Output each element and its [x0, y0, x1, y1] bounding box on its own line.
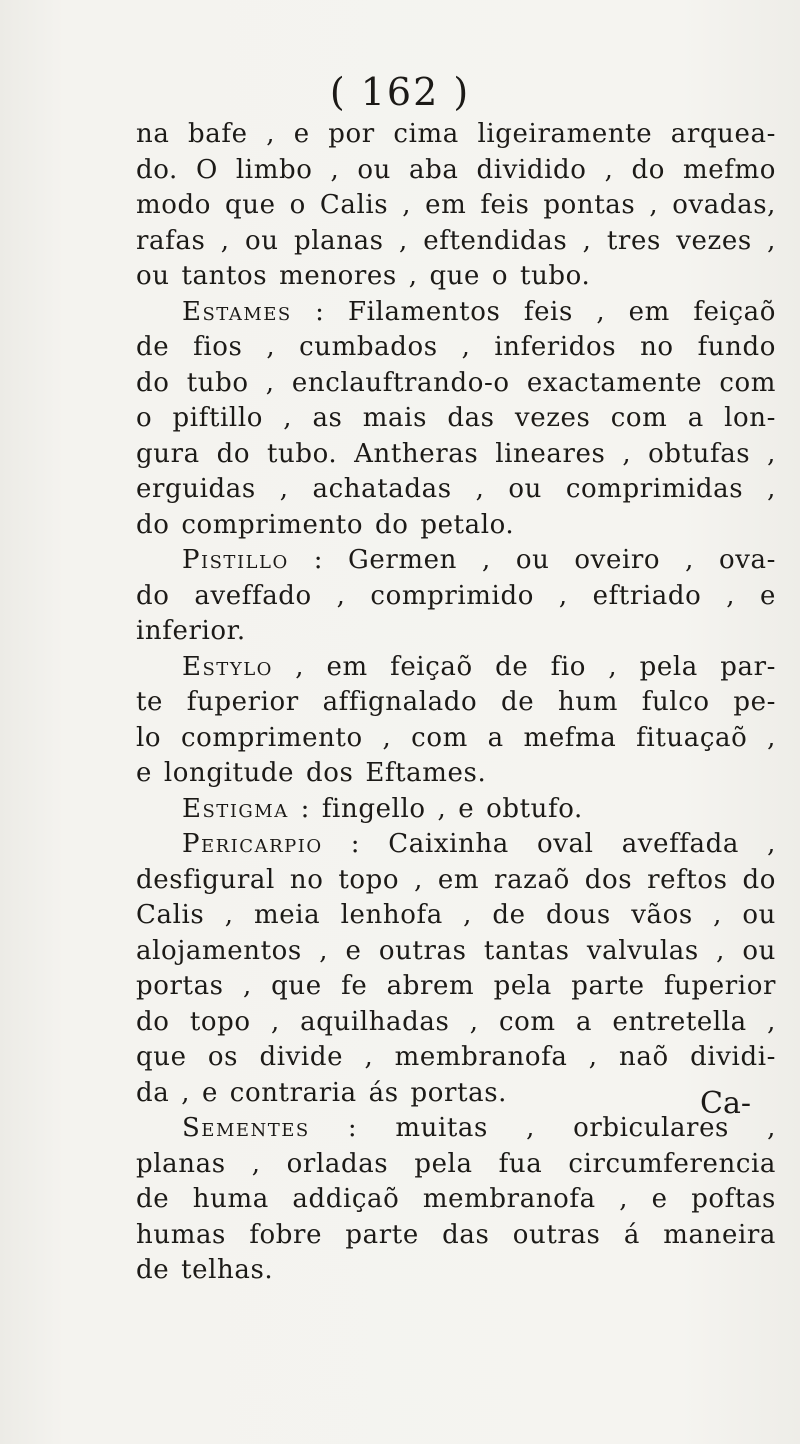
line-text: do comprimento do petalo.: [136, 509, 515, 540]
line-text: humas fobre parte das outras á maneira: [136, 1219, 776, 1250]
text-line: [136, 1218, 776, 1254]
text-line: [136, 295, 776, 331]
line-text: te fuperior affignalado de hum fulco pe-: [136, 687, 776, 717]
section-heading: Pistillo: [182, 545, 289, 575]
text-line: [136, 756, 776, 792]
line-text: : fingello , e obtufo.: [288, 793, 583, 824]
line-text: na bafe , e por cima ligeiramente arquea-: [136, 119, 776, 149]
line-text: lo comprimento , com a mefma fituaçaõ ,: [136, 722, 776, 753]
text-line: [136, 579, 776, 615]
text-line: [136, 934, 776, 970]
line-text: planas , orladas pela fua circumferencia: [136, 1148, 776, 1179]
text-line: [136, 330, 776, 366]
line-text: Calis , meia lenhofa , de dous vãos , ou: [136, 900, 776, 930]
text-line: [136, 1005, 776, 1041]
line-text: : muitas , orbiculares ,: [309, 1113, 776, 1143]
line-text: ou tantos menores , que o tubo.: [136, 261, 591, 291]
line-text: alojamentos , e outras tantas valvulas , ou: [136, 935, 776, 966]
text-line: [136, 224, 776, 260]
catchword: Ca-: [700, 1086, 751, 1121]
line-text: , em feiçaõ de fio , pela par-: [272, 651, 776, 682]
text-line: [136, 1147, 776, 1183]
line-text: : Caixinha oval aveffada ,: [322, 829, 776, 859]
line-text: do topo , aquilhadas , com a entretella ,: [136, 1006, 776, 1037]
text-line: [136, 1076, 776, 1112]
line-text: rafas , ou planas , eftendidas , tres vezes ,: [136, 225, 776, 256]
section-heading: Estigma: [182, 793, 289, 824]
text-line: [136, 259, 776, 295]
text-line: [136, 863, 776, 899]
text-line: [136, 685, 776, 721]
text-line: [136, 401, 776, 437]
line-text: que os divide , membranofa , naõ dividi-: [136, 1042, 776, 1072]
text-line: [136, 437, 776, 473]
text-line: [136, 1040, 776, 1076]
line-text: : Germen , ou oveiro , ova-: [288, 545, 776, 575]
text-line: [136, 1111, 776, 1147]
text-line: [136, 721, 776, 757]
line-text: portas , que fe abrem pela parte fuperior: [136, 971, 776, 1001]
text-line: [136, 1253, 776, 1289]
text-line: [136, 898, 776, 934]
text-line: [136, 117, 776, 153]
text-line: [136, 366, 776, 402]
line-text: do tubo , enclauftrando-o exactamente com: [136, 367, 776, 398]
line-text: erguidas , achatadas , ou comprimidas ,: [136, 474, 776, 504]
line-text: e longitude dos Eftames.: [136, 758, 487, 788]
text-line: [136, 472, 776, 508]
text-line: [136, 543, 776, 579]
line-text: de fios , cumbados , inferidos no fundo: [136, 332, 776, 362]
line-text: desfigural no topo , em razaõ dos reftos do: [136, 864, 776, 895]
text-line: [136, 650, 776, 686]
page-number: ( 162 ): [329, 70, 471, 114]
line-text: de huma addiçaõ membranofa , e poftas: [136, 1184, 776, 1214]
body-text: [136, 117, 776, 1289]
line-text: do. O limbo , ou aba dividido , do mefmo: [136, 154, 776, 185]
line-text: inferior.: [136, 616, 246, 646]
section-heading: Estames: [182, 296, 292, 327]
text-line: [136, 827, 776, 863]
section-heading: Sementes: [182, 1113, 310, 1143]
line-text: modo que o Calis , em feis pontas , ovadas,: [136, 190, 776, 220]
line-text: da , e contraria ás portas.: [136, 1077, 508, 1108]
text-line: [136, 792, 776, 828]
text-line: [136, 508, 776, 544]
text-line: [136, 614, 776, 650]
text-line: [136, 188, 776, 224]
section-heading: Pericarpio: [182, 829, 323, 859]
text-line: [136, 969, 776, 1005]
line-text: : Filamentos feis , em feiçaõ: [291, 296, 776, 327]
line-text: gura do tubo. Antheras lineares , obtufas ,: [136, 438, 776, 469]
section-heading: Estylo: [182, 651, 273, 682]
line-text: de telhas.: [136, 1255, 274, 1285]
text-line: [136, 153, 776, 189]
line-text: do aveffado , comprimido , eftriado , e: [136, 580, 776, 611]
text-line: [136, 1182, 776, 1218]
line-text: o piftillo , as mais das vezes com a lon-: [136, 403, 776, 433]
